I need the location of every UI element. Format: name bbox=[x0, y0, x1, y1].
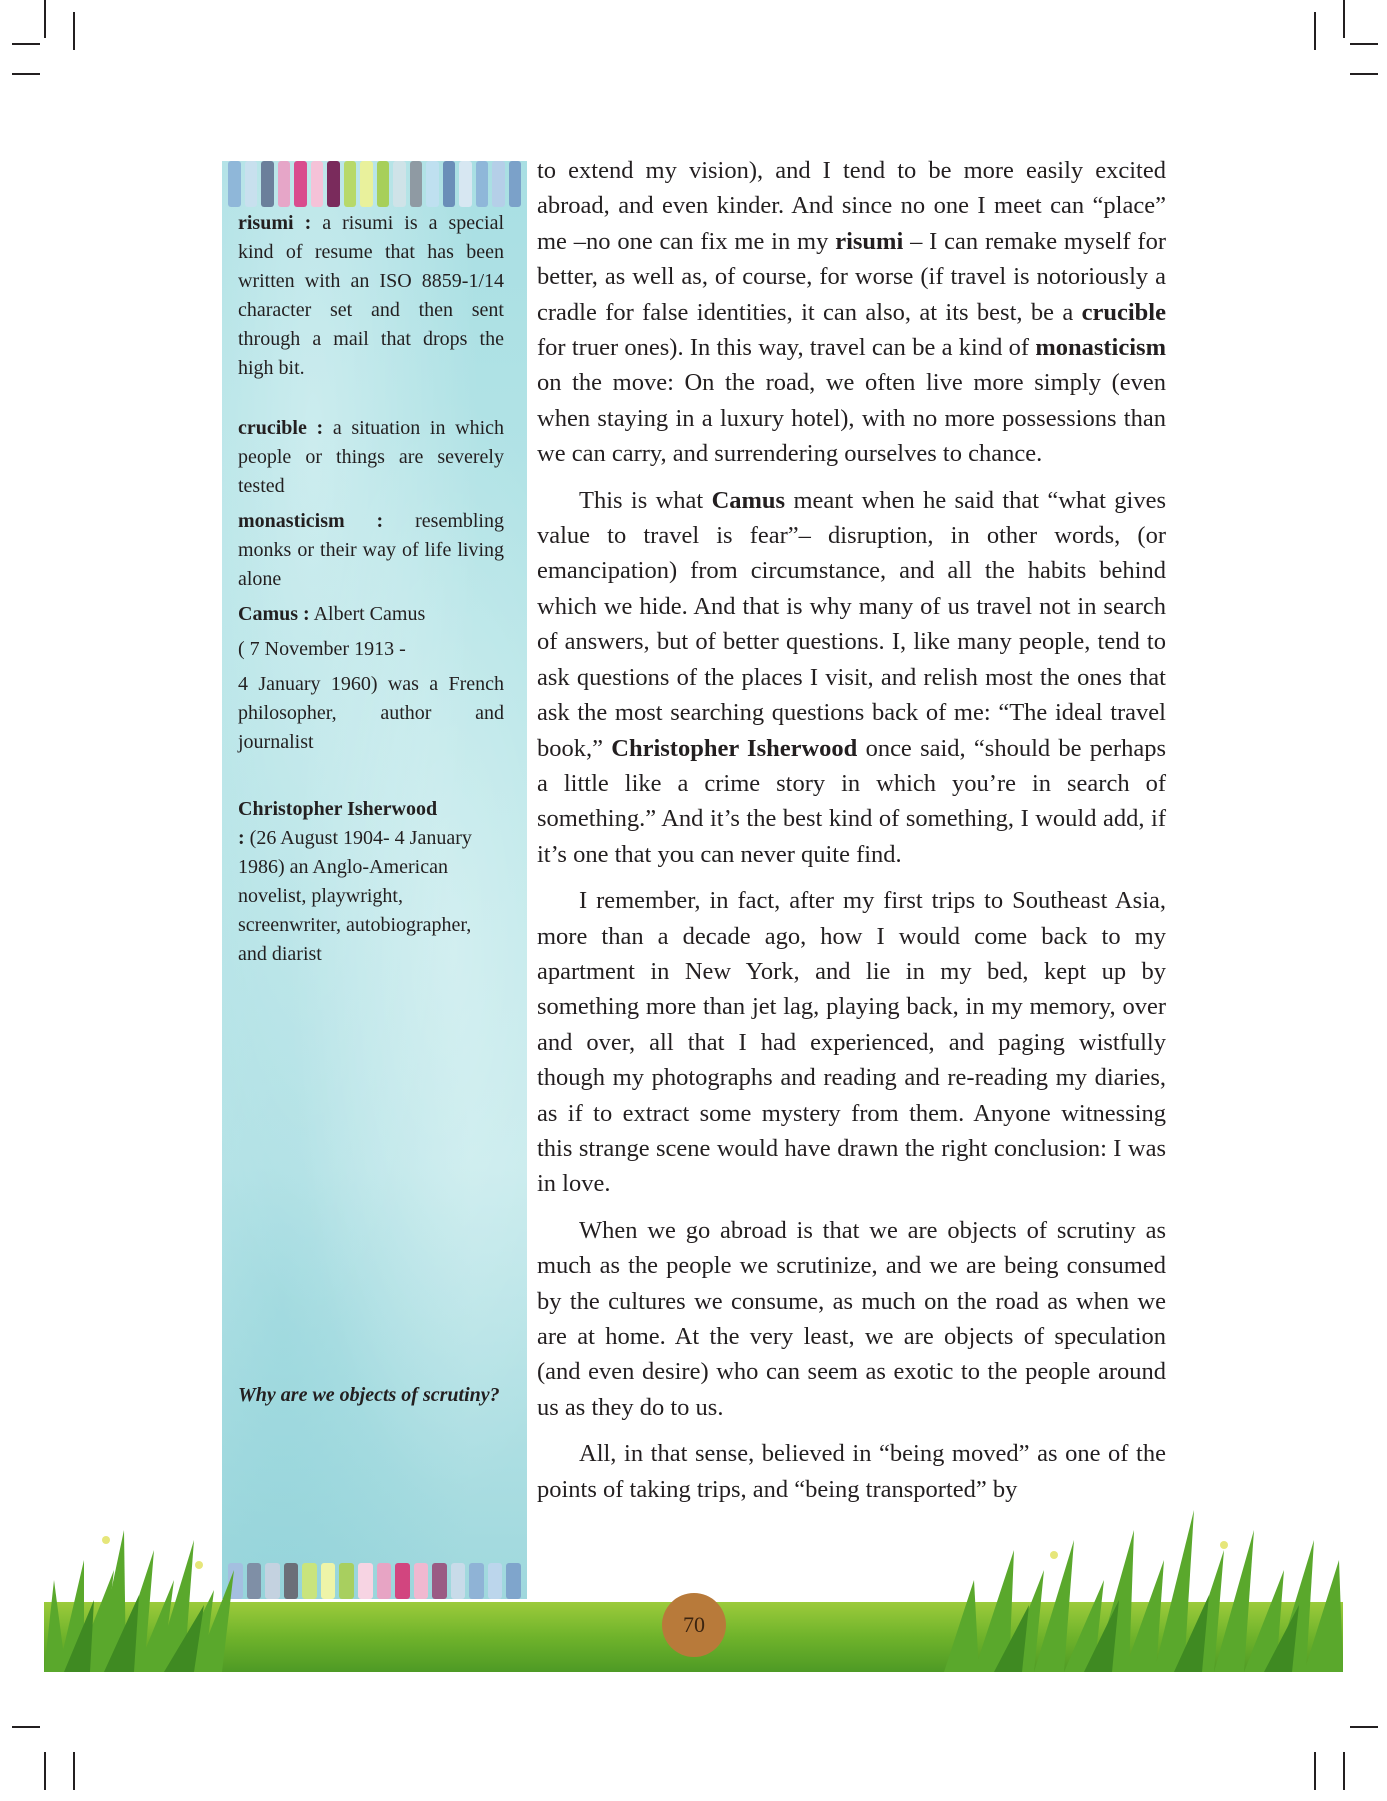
glossary-term-colon: : bbox=[238, 827, 245, 849]
crop-mark bbox=[73, 1752, 75, 1790]
glossary-entry-camus-bio bbox=[238, 670, 504, 757]
keyword-monasticism: monasticism bbox=[1035, 334, 1166, 362]
keyword-crucible: crucible bbox=[1081, 298, 1166, 326]
crop-mark bbox=[1350, 43, 1378, 45]
crop-mark bbox=[1343, 0, 1345, 38]
glossary-term: monasticism : bbox=[238, 510, 384, 532]
glossary-definition: resembling monks or their way of life living alone bbox=[238, 510, 504, 590]
glossary-definition: 4 January 1960) was a French philosopher, author and journalist bbox=[238, 673, 504, 753]
keyword-risumi: risumi bbox=[835, 227, 904, 255]
crop-mark bbox=[1350, 73, 1378, 75]
glossary-entry-camus bbox=[238, 600, 504, 629]
crop-mark bbox=[1350, 1726, 1378, 1728]
glossary-entry-crucible bbox=[238, 414, 504, 501]
margin-question: Why are we objects of scrutiny? bbox=[238, 1384, 500, 1406]
glossary-definition: a situation in which people or things are severely tested bbox=[238, 417, 505, 497]
paragraph: This is what Camus meant when he said that “what gives value to travel is fear”– disruption, in other words, (or emancipation) from circumstance, and all the habits behind which we hide. And that is why many of us travel not in search of answers, but of better questions. I, like many people, tend to ask questions of the places I visit, and relish most the ones that ask the most searching questions back of me: “The ideal travel book,” Christopher Isherwood once said, “should be perhaps a little like a crime story in which you’re in search of something.” And it’s the best kind of something, I would add, if it’s one that you can never quite find. bbox=[537, 486, 1166, 868]
page-number-badge bbox=[662, 1593, 726, 1657]
keyword-camus: Camus bbox=[711, 486, 786, 514]
crop-mark bbox=[1343, 1752, 1345, 1790]
paragraph: All, in that sense, believed in “being moved” as one of the points of taking trips, and “being transported” by bbox=[537, 1440, 1166, 1503]
crop-mark bbox=[1314, 1752, 1316, 1790]
crop-mark bbox=[12, 1726, 40, 1728]
glossary-sidebar bbox=[222, 161, 527, 1599]
paragraph: to extend my vision), and I tend to be more easily excited abroad, and even kinder. And since no one I meet can “place” me –no one can fix me in my risumi – I can remake myself for better, as well as, of course, for worse (if travel is notoriously a cradle for false identities, it can also, at its best, be a crucible for truer ones). In this way, travel can be a kind of monasticism on the move: On the road, we often live more simply (even when staying in a luxury hotel), with no more possessions than we can carry, and surrendering ourselves to chance. bbox=[537, 157, 1166, 468]
glossary-entry-risumi bbox=[238, 209, 504, 383]
keyword-isherwood: Christopher Isherwood bbox=[611, 734, 858, 762]
decorative-stripes bbox=[222, 161, 527, 207]
glossary-definition: (26 August 1904- 4 January 1986) an Anglo-American novelist, playwright, screenwriter, autobiographer, and diarist bbox=[238, 827, 472, 965]
crop-mark bbox=[12, 73, 40, 75]
glossary-definition: Albert Camus bbox=[313, 603, 426, 625]
glossary-term: Christopher Isherwood bbox=[238, 798, 438, 820]
crop-mark bbox=[44, 1752, 46, 1790]
glossary-term: risumi : bbox=[238, 212, 312, 234]
crop-mark bbox=[1314, 12, 1316, 50]
glossary-term: Camus : bbox=[238, 603, 310, 625]
main-text bbox=[537, 153, 1166, 1518]
paragraph: When we go abroad is that we are objects of scrutiny as much as the people we scrutinize, and we are being consumed by the cultures we consume, as much on the road as when we are at home. At the very least, we are objects of speculation (and even desire) who can seem as exotic to the people around us as they do to us. bbox=[537, 1216, 1166, 1421]
paragraph: I remember, in fact, after my first trips to Southeast Asia, more than a decade ago, how I would come back to my apartment in New York, and lie in my bed, kept up by something more than jet lag, playing back, in my memory, over and over, all that I had experienced, and paging wistfully though my photographs and reading and re-reading my diaries, as if to extract some mystery from them. Anyone witnessing this strange scene would have drawn the right conclusion: I was in love. bbox=[537, 887, 1166, 1198]
glossary-definition: ( 7 November 1913 - bbox=[238, 638, 406, 660]
crop-mark bbox=[73, 12, 75, 50]
crop-mark bbox=[12, 43, 40, 45]
glossary-term: crucible : bbox=[238, 417, 324, 439]
crop-mark bbox=[44, 0, 46, 38]
glossary-entry-isherwood bbox=[238, 795, 504, 969]
glossary-entry-monasticism bbox=[238, 507, 504, 594]
glossary-entry-camus-dates bbox=[238, 635, 504, 664]
page-number: 70 bbox=[683, 1612, 705, 1637]
glossary-definition: a risumi is a special kind of resume that has been written with an ISO 8859-1/14 character set and then sent through a mail that drops the high bit. bbox=[238, 212, 505, 379]
